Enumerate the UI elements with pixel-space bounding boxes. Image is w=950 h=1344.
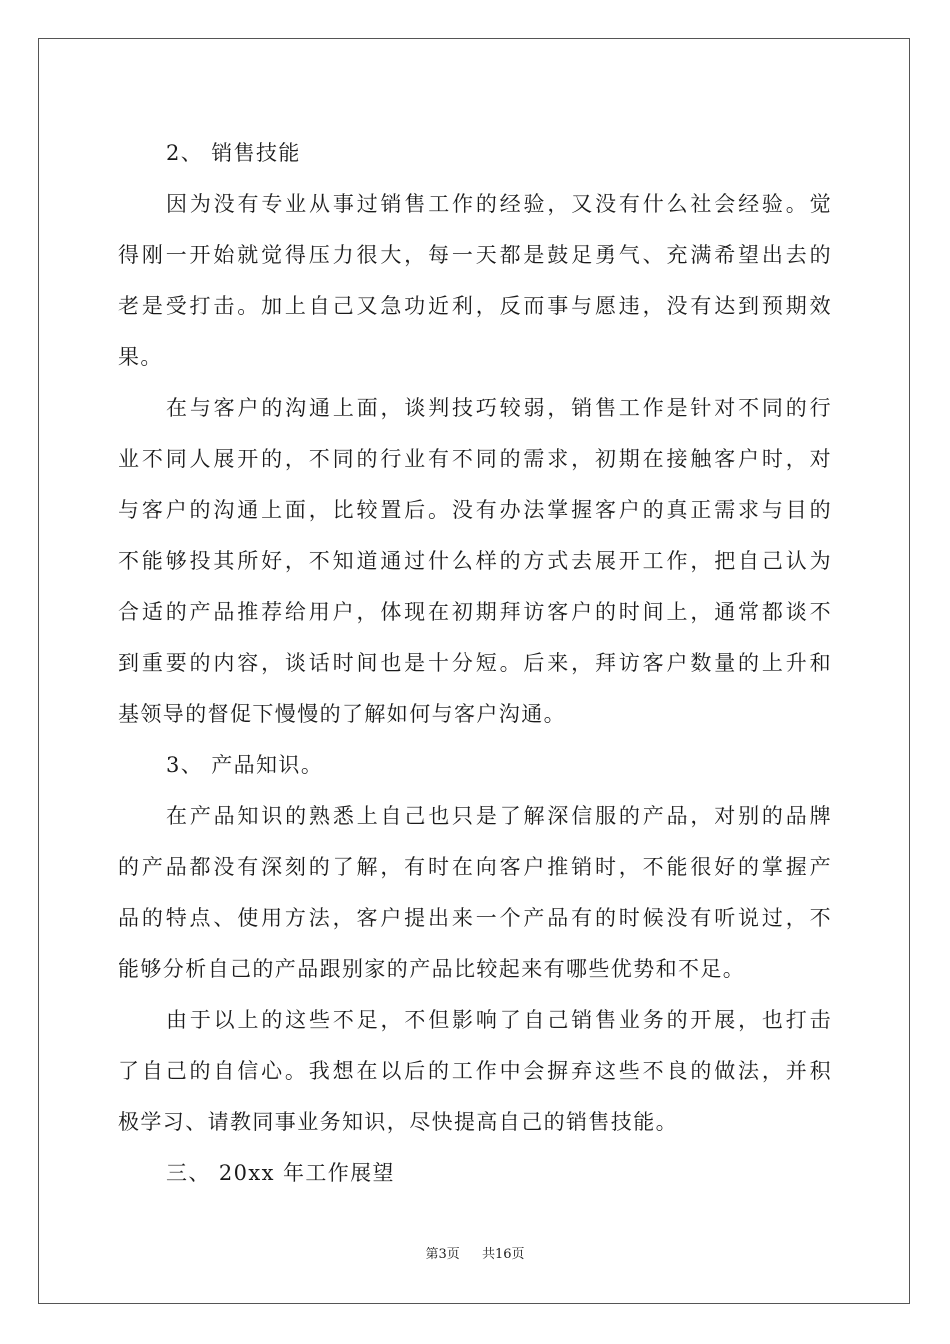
- paragraph-line: 了自己的自信心。我想在以后的工作中会摒弃这些不良的做法，并积: [118, 1059, 832, 1083]
- paragraph-line: 极学习、请教同事业务知识，尽快提高自己的销售技能。: [118, 1110, 678, 1134]
- paragraph-line: 业不同人展开的，不同的行业有不同的需求，初期在接触客户时，对: [118, 447, 832, 471]
- paragraph-line: 合适的产品推荐给用户，体现在初期拜访客户的时间上，通常都谈不: [118, 600, 832, 624]
- paragraph-line: 老是受打击。加上自己又急功近利，反而事与愿违，没有达到预期效: [118, 294, 832, 318]
- paragraph-line: 不能够投其所好，不知道通过什么样的方式去展开工作，把自己认为: [118, 549, 832, 573]
- page-footer: [0, 1243, 950, 1262]
- paragraph-line: 由于以上的这些不足，不但影响了自己销售业务的开展，也打击: [166, 1008, 832, 1032]
- paragraph-line: 能够分析自己的产品跟别家的产品比较起来有哪些优势和不足。: [118, 957, 746, 981]
- paragraph-line: 的产品都没有深刻的了解，有时在向客户推销时，不能很好的掌握产: [118, 855, 832, 879]
- paragraph-line: 在产品知识的熟悉上自己也只是了解深信服的产品，对别的品牌: [166, 804, 832, 828]
- document-body: [118, 128, 832, 1199]
- paragraph-line: 果。: [118, 345, 163, 369]
- section-heading: 3、 产品知识。: [166, 753, 324, 777]
- page-total: 共16页: [482, 1247, 525, 1262]
- paragraph-line: 基领导的督促下慢慢的了解如何与客户沟通。: [118, 702, 566, 726]
- paragraph-line: 在与客户的沟通上面，谈判技巧较弱，销售工作是针对不同的行: [166, 396, 832, 420]
- paragraph-line: 得刚一开始就觉得压力很大，每一天都是鼓足勇气、充满希望出去的: [118, 243, 832, 267]
- section-heading: 三、 20xx 年工作展望: [166, 1161, 395, 1185]
- page-number: 第3页: [425, 1247, 460, 1262]
- paragraph-line: 到重要的内容，谈话时间也是十分短。后来，拜访客户数量的上升和: [118, 651, 832, 675]
- section-heading: 2、 销售技能: [166, 141, 301, 165]
- paragraph-line: 因为没有专业从事过销售工作的经验，又没有什么社会经验。觉: [166, 192, 832, 216]
- paragraph-line: 品的特点、使用方法，客户提出来一个产品有的时候没有听说过，不: [118, 906, 832, 930]
- paragraph-line: 与客户的沟通上面，比较置后。没有办法掌握客户的真正需求与目的: [118, 498, 832, 522]
